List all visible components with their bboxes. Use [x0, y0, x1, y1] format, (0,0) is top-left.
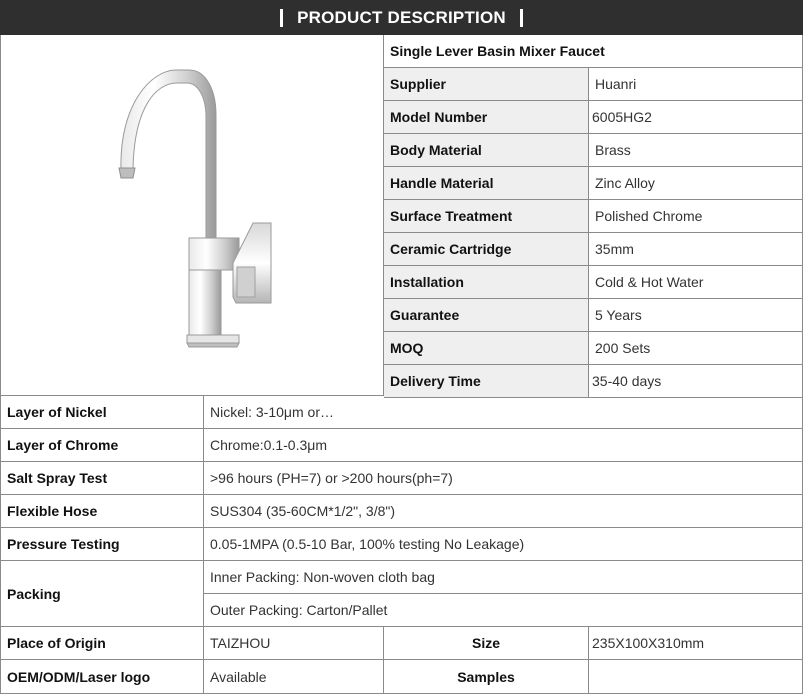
- spec-label: Ceramic Cartridge: [384, 233, 589, 266]
- spec-value: SUS304 (35-60CM*1/2", 3/8"): [204, 495, 803, 528]
- spec-value: 5 Years: [589, 299, 803, 332]
- spec-value: 35mm: [589, 233, 803, 266]
- spec-value: Huanri: [589, 68, 803, 101]
- header-bar-left: [280, 9, 283, 27]
- spec-value: 6005HG2: [589, 101, 803, 134]
- spec-value: Zinc Alloy: [589, 167, 803, 200]
- oem-value: Available: [204, 660, 384, 694]
- faucet-image: [1, 35, 385, 396]
- spec-value: Brass: [589, 134, 803, 167]
- section-header: [0, 0, 803, 35]
- spec-value: Cold & Hot Water: [589, 266, 803, 299]
- spec-label: Salt Spray Test: [0, 462, 204, 495]
- spec-label: Surface Treatment: [384, 200, 589, 233]
- size-label: Size: [384, 627, 589, 660]
- spec-label: Pressure Testing: [0, 528, 204, 561]
- packing-inner-value: Inner Packing: Non-woven cloth bag: [204, 561, 803, 594]
- packing-label: Packing: [0, 561, 204, 627]
- samples-value: [589, 660, 803, 694]
- packing-outer-value: Outer Packing: Carton/Pallet: [204, 594, 803, 627]
- samples-label: Samples: [384, 660, 589, 694]
- spec-label: Guarantee: [384, 299, 589, 332]
- spec-label: Supplier: [384, 68, 589, 101]
- spec-value: 200 Sets: [589, 332, 803, 365]
- spec-value: 0.05-1MPA (0.5-10 Bar, 100% testing No Leakage): [204, 528, 803, 561]
- spec-value: Chrome:0.1-0.3μm: [204, 429, 803, 462]
- spec-label: Layer of Nickel: [0, 396, 204, 429]
- spec-value: >96 hours (PH=7) or >200 hours(ph=7): [204, 462, 803, 495]
- header-bar-right: [520, 9, 523, 27]
- spec-label: Delivery Time: [384, 365, 589, 398]
- product-image-cell: [0, 35, 384, 396]
- spec-label: Handle Material: [384, 167, 589, 200]
- spec-value: Polished Chrome: [589, 200, 803, 233]
- origin-value: TAIZHOU: [204, 627, 384, 660]
- spec-label: Body Material: [384, 134, 589, 167]
- spec-label: MOQ: [384, 332, 589, 365]
- spec-label: Model Number: [384, 101, 589, 134]
- spec-label: Installation: [384, 266, 589, 299]
- header-title: PRODUCT DESCRIPTION: [297, 7, 506, 27]
- origin-label: Place of Origin: [0, 627, 204, 660]
- spec-value: Nickel: 3-10μm or…: [204, 396, 803, 429]
- spec-label: Layer of Chrome: [0, 429, 204, 462]
- size-value: 235X100X310mm: [589, 627, 803, 660]
- product-name: Single Lever Basin Mixer Faucet: [384, 35, 803, 68]
- oem-label: OEM/ODM/Laser logo: [0, 660, 204, 694]
- spec-label: Flexible Hose: [0, 495, 204, 528]
- spec-value: 35-40 days: [589, 365, 803, 398]
